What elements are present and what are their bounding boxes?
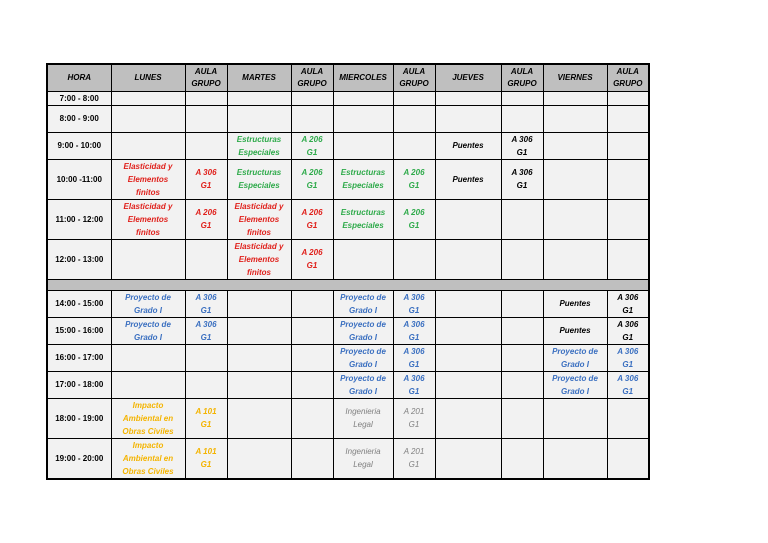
empty-cell: [435, 105, 501, 132]
room-cell: A 306 G1: [185, 317, 227, 344]
room-cell: A 206 G1: [291, 239, 333, 279]
table-row: [47, 317, 649, 344]
table-row: [47, 91, 649, 105]
empty-cell: [227, 317, 291, 344]
time-cell: 14:00 - 15:00: [47, 290, 111, 317]
empty-cell: [291, 344, 333, 371]
empty-cell: [435, 371, 501, 398]
room-cell: A 201 G1: [393, 398, 435, 438]
time-cell: 15:00 - 16:00: [47, 317, 111, 344]
empty-cell: [435, 199, 501, 239]
empty-cell: [291, 317, 333, 344]
time-cell: 11:00 - 12:00: [47, 199, 111, 239]
empty-cell: [291, 91, 333, 105]
schedule-table: [46, 63, 650, 480]
room-cell: A 306 G1: [393, 344, 435, 371]
empty-cell: [501, 317, 543, 344]
room-cell: A 206 G1: [393, 199, 435, 239]
empty-cell: [543, 105, 607, 132]
course-cell: Estructuras Especiales: [227, 132, 291, 159]
empty-cell: [607, 105, 649, 132]
empty-cell: [435, 317, 501, 344]
course-cell: Elasticidad y Elementos finitos: [227, 199, 291, 239]
lunch-separator-row: [47, 279, 649, 290]
room-cell: A 306 G1: [393, 317, 435, 344]
room-cell: A 306 G1: [607, 290, 649, 317]
course-cell: Estructuras Especiales: [227, 159, 291, 199]
empty-cell: [543, 159, 607, 199]
course-cell: Puentes: [435, 159, 501, 199]
header-aula-martes: AULA GRUPO: [291, 64, 333, 91]
course-cell: Proyecto de Grado I: [111, 290, 185, 317]
header-row: [47, 64, 649, 91]
table-row: [47, 398, 649, 438]
separator-cell: [47, 279, 649, 290]
empty-cell: [543, 398, 607, 438]
empty-cell: [333, 239, 393, 279]
room-cell: A 101 G1: [185, 438, 227, 479]
room-cell: A 206 G1: [185, 199, 227, 239]
empty-cell: [333, 91, 393, 105]
empty-cell: [111, 371, 185, 398]
empty-cell: [543, 239, 607, 279]
room-cell: A 306 G1: [607, 371, 649, 398]
empty-cell: [501, 91, 543, 105]
course-cell: Elasticidad y Elementos finitos: [227, 239, 291, 279]
empty-cell: [227, 398, 291, 438]
table-row: [47, 344, 649, 371]
course-cell: Proyecto de Grado I: [111, 317, 185, 344]
empty-cell: [111, 91, 185, 105]
empty-cell: [435, 239, 501, 279]
empty-cell: [393, 105, 435, 132]
empty-cell: [501, 371, 543, 398]
room-cell: A 306 G1: [607, 344, 649, 371]
empty-cell: [185, 132, 227, 159]
room-cell: A 306 G1: [185, 159, 227, 199]
empty-cell: [607, 398, 649, 438]
table-row: [47, 199, 649, 239]
empty-cell: [607, 438, 649, 479]
empty-cell: [435, 91, 501, 105]
empty-cell: [607, 132, 649, 159]
room-cell: A 306 G1: [393, 371, 435, 398]
empty-cell: [291, 105, 333, 132]
header-jueves: JUEVES: [435, 64, 501, 91]
course-cell: Proyecto de Grado I: [333, 371, 393, 398]
time-cell: 8:00 - 9:00: [47, 105, 111, 132]
course-cell: Elasticidad y Elementos finitos: [111, 159, 185, 199]
empty-cell: [111, 344, 185, 371]
header-viernes: VIERNES: [543, 64, 607, 91]
room-cell: A 201 G1: [393, 438, 435, 479]
empty-cell: [501, 199, 543, 239]
empty-cell: [393, 91, 435, 105]
empty-cell: [393, 132, 435, 159]
time-cell: 10:00 -11:00: [47, 159, 111, 199]
empty-cell: [543, 132, 607, 159]
empty-cell: [185, 239, 227, 279]
empty-cell: [393, 239, 435, 279]
course-cell: Puentes: [543, 290, 607, 317]
empty-cell: [607, 159, 649, 199]
header-aula-lunes: AULA GRUPO: [185, 64, 227, 91]
course-cell: Estructuras Especiales: [333, 159, 393, 199]
room-cell: A 206 G1: [291, 159, 333, 199]
room-cell: A 206 G1: [291, 132, 333, 159]
empty-cell: [501, 239, 543, 279]
empty-cell: [111, 105, 185, 132]
table-row: [47, 132, 649, 159]
course-cell: Proyecto de Grado I: [543, 371, 607, 398]
empty-cell: [185, 91, 227, 105]
time-cell: 7:00 - 8:00: [47, 91, 111, 105]
course-cell: Ingenieria Legal: [333, 438, 393, 479]
header-lunes: LUNES: [111, 64, 185, 91]
table-row: [47, 159, 649, 199]
empty-cell: [435, 290, 501, 317]
empty-cell: [111, 132, 185, 159]
course-cell: Proyecto de Grado I: [333, 344, 393, 371]
empty-cell: [111, 239, 185, 279]
empty-cell: [227, 344, 291, 371]
header-miercoles: MIERCOLES: [333, 64, 393, 91]
course-cell: Estructuras Especiales: [333, 199, 393, 239]
empty-cell: [501, 105, 543, 132]
empty-cell: [185, 371, 227, 398]
empty-cell: [185, 344, 227, 371]
header-aula-jueves: AULA GRUPO: [501, 64, 543, 91]
course-cell: Puentes: [435, 132, 501, 159]
course-cell: Ingenieria Legal: [333, 398, 393, 438]
table-row: [47, 371, 649, 398]
empty-cell: [291, 398, 333, 438]
empty-cell: [501, 290, 543, 317]
empty-cell: [501, 344, 543, 371]
time-cell: 12:00 - 13:00: [47, 239, 111, 279]
empty-cell: [291, 290, 333, 317]
empty-cell: [291, 371, 333, 398]
room-cell: A 306 G1: [185, 290, 227, 317]
course-cell: Elasticidad y Elementos finitos: [111, 199, 185, 239]
course-cell: Puentes: [543, 317, 607, 344]
header-hora: HORA: [47, 64, 111, 91]
empty-cell: [435, 398, 501, 438]
header-aula-viernes: AULA GRUPO: [607, 64, 649, 91]
table-row: [47, 105, 649, 132]
header-aula-miercoles: AULA GRUPO: [393, 64, 435, 91]
course-cell: Impacto Ambiental en Obras Civiles: [111, 438, 185, 479]
empty-cell: [333, 132, 393, 159]
empty-cell: [185, 105, 227, 132]
room-cell: A 206 G1: [291, 199, 333, 239]
empty-cell: [227, 105, 291, 132]
empty-cell: [227, 290, 291, 317]
empty-cell: [333, 105, 393, 132]
time-cell: 18:00 - 19:00: [47, 398, 111, 438]
room-cell: A 306 G1: [501, 132, 543, 159]
room-cell: A 101 G1: [185, 398, 227, 438]
empty-cell: [543, 91, 607, 105]
room-cell: A 206 G1: [393, 159, 435, 199]
table-row: [47, 438, 649, 479]
table-row: [47, 239, 649, 279]
time-cell: 16:00 - 17:00: [47, 344, 111, 371]
empty-cell: [607, 91, 649, 105]
empty-cell: [501, 398, 543, 438]
empty-cell: [435, 438, 501, 479]
course-cell: Proyecto de Grado I: [333, 317, 393, 344]
empty-cell: [607, 199, 649, 239]
empty-cell: [227, 438, 291, 479]
course-cell: Proyecto de Grado I: [543, 344, 607, 371]
room-cell: A 306 G1: [607, 317, 649, 344]
empty-cell: [227, 91, 291, 105]
empty-cell: [543, 199, 607, 239]
empty-cell: [543, 438, 607, 479]
time-cell: 9:00 - 10:00: [47, 132, 111, 159]
header-martes: MARTES: [227, 64, 291, 91]
empty-cell: [291, 438, 333, 479]
room-cell: A 306 G1: [393, 290, 435, 317]
course-cell: Proyecto de Grado I: [333, 290, 393, 317]
time-cell: 17:00 - 18:00: [47, 371, 111, 398]
empty-cell: [435, 344, 501, 371]
empty-cell: [227, 371, 291, 398]
room-cell: A 306 G1: [501, 159, 543, 199]
table-row: [47, 290, 649, 317]
empty-cell: [501, 438, 543, 479]
course-cell: Impacto Ambiental en Obras Civiles: [111, 398, 185, 438]
time-cell: 19:00 - 20:00: [47, 438, 111, 479]
empty-cell: [607, 239, 649, 279]
